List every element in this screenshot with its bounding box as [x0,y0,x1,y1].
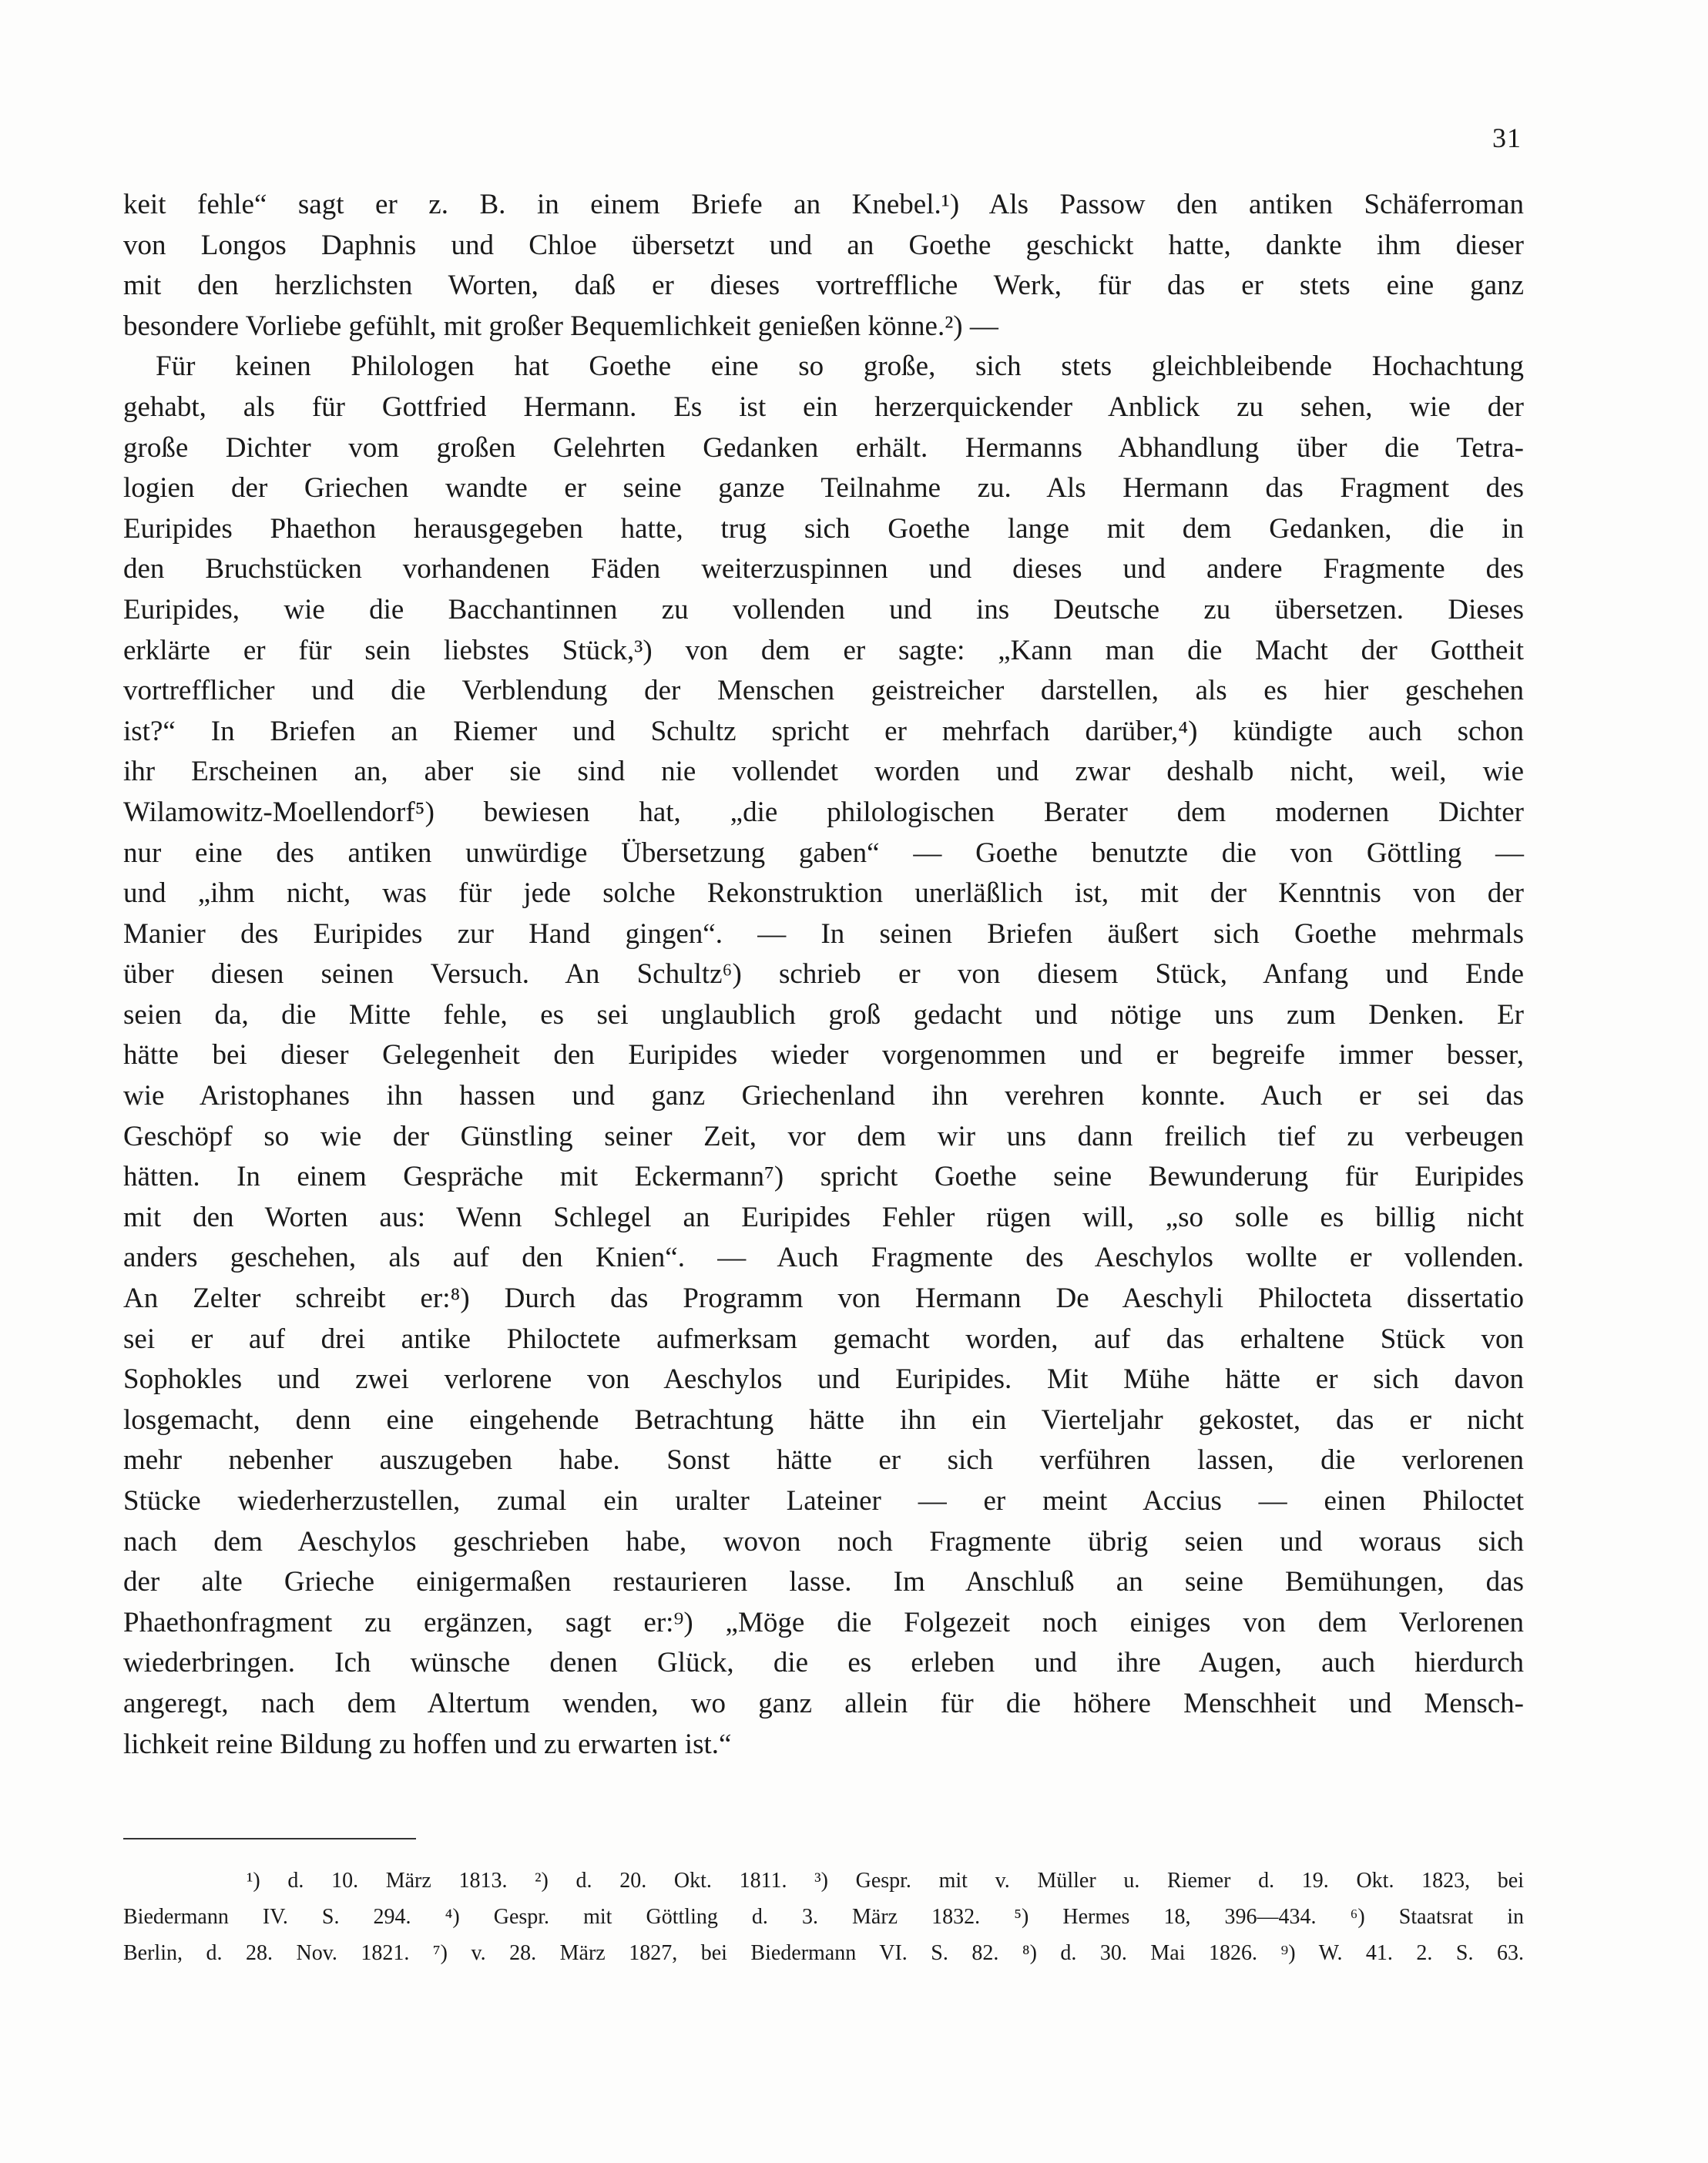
text-line: seien da, die Mitte fehle, es sei unglaublich groß gedacht und nötige uns zum Denken. Er [123,998,1524,1031]
text-line: besondere Vorliebe gefühlt, mit großer Bequemlichkeit genießen könne.²) — [123,310,998,342]
footnote-line: Biedermann IV. S. 294. ⁴) Gespr. mit Göttling d. 3. März 1832. ⁵) Hermes 18, 396—434. ⁶) Staatsrat in [123,1905,1524,1929]
text-line: losgemacht, denn eine eingehende Betrachtung hätte ihn ein Vierteljahr gekostet, das er nicht [123,1403,1524,1436]
text-line: ihr Erscheinen an, aber sie sind nie vollendet worden und zwar deshalb nicht, weil, wie [123,756,1524,788]
text-line: von Longos Daphnis und Chloe übersetzt und an Goethe geschickt hatte, dankte ihm dieser [123,229,1524,261]
text-line: der alte Grieche einigermaßen restaurieren lasse. Im Anschluß an seine Bemühungen, das [123,1566,1524,1598]
text-line: keit fehle“ sagt er z. B. in einem Briefe an Knebel.¹) Als Passow den antiken Schäferroman [123,189,1524,220]
text-line: ist?“ In Briefen an Riemer und Schultz spricht er mehrfach darüber,⁴) kündigte auch schon [123,715,1524,747]
text-line: mit den herzlichsten Worten, daß er dieses vortreffliche Werk, für das er stets eine ganz [123,270,1524,302]
text-line: anders geschehen, als auf den Knien“. — Auch Fragmente des Aeschylos wollte er vollenden. [123,1242,1524,1274]
text-line: über diesen seinen Versuch. An Schultz⁶) schrieb er von diesem Stück, Anfang und Ende [123,958,1524,991]
text-line: nur eine des antiken unwürdige Übersetzung gaben“ — Goethe benutzte die von Göttling — [123,837,1524,869]
text-line: An Zelter schreibt er:⁸) Durch das Programm von Hermann De Aeschyli Philocteta dissertatio [123,1283,1524,1315]
text-line: vortrefflicher und die Verblendung der Menschen geistreicher darstellen, als es hier geschehen [123,675,1524,707]
page-number: 31 [1492,122,1522,153]
text-line: Wilamowitz-Moellendorf⁵) bewiesen hat, „die philologischen Berater dem modernen Dichter [123,796,1524,828]
text-line: den Bruchstücken vorhandenen Fäden weiterzuspinnen und dieses und andere Fragmente des [123,553,1524,585]
text-line: Stücke wiederherzustellen, zumal ein uralter Lateiner — er meint Accius — einen Philoctet [123,1485,1524,1517]
text-line: gehabt, als für Gottfried Hermann. Es ist ein herzerquickender Anblick zu sehen, wie der [123,391,1524,423]
text-line: wie Aristophanes ihn hassen und ganz Griechenland ihn verehren konnte. Auch er sei das [123,1080,1524,1112]
footnote-line: Berlin, d. 28. Nov. 1821. ⁷) v. 28. März 1827, bei Biedermann VI. S. 82. ⁸) d. 30. Mai 1826. ⁹) W. 41. 2. S. 63. [123,1941,1524,1965]
text-line: logien der Griechen wandte er seine ganze Teilnahme zu. Als Hermann das Fragment des [123,472,1524,505]
text-line: sei er auf drei antike Philoctete aufmerksam gemacht worden, auf das erhaltene Stück von [123,1323,1524,1355]
footnote-line: ¹) d. 10. März 1813. ²) d. 20. Okt. 1811. ³) Gespr. mit v. Müller u. Riemer d. 19. Okt. 1823, bei [247,1869,1524,1893]
text-line: Manier des Euripides zur Hand gingen“. — In seinen Briefen äußert sich Goethe mehrmals [123,917,1524,950]
text-line: Phaethonfragment zu ergänzen, sagt er:⁹) „Möge die Folgezeit noch einiges von dem Verlorenen [123,1606,1524,1638]
text-line: und „ihm nicht, was für jede solche Rekonstruktion unerläßlich ist, mit der Kenntnis von der [123,877,1524,910]
text-line: wiederbringen. Ich wünsche denen Glück, die es erleben und ihre Augen, auch hierdurch [123,1647,1524,1679]
text-line: mehr nebenher auszugeben habe. Sonst hätte er sich verführen lassen, die verlorenen [123,1444,1524,1477]
footnote-divider [123,1838,416,1839]
text-line: mit den Worten aus: Wenn Schlegel an Euripides Fehler rügen will, „so solle es billig nicht [123,1201,1524,1233]
text-line: Euripides Phaethon herausgegeben hatte, trug sich Goethe lange mit dem Gedanken, die in [123,512,1524,545]
text-line: Euripides, wie die Bacchantinnen zu vollenden und ins Deutsche zu übersetzen. Dieses [123,593,1524,625]
text-line: erklärte er für sein liebstes Stück,³) von dem er sagte: „Kann man die Macht der Gottheit [123,634,1524,666]
footnotes [123,1863,1524,1971]
text-line: Geschöpf so wie der Günstling seiner Zeit, vor dem wir uns dann freilich tief zu verbeugen [123,1120,1524,1152]
text-line: hätten. In einem Gespräche mit Eckermann⁷) spricht Goethe seine Bewunderung für Euripides [123,1161,1524,1193]
text-line: Für keinen Philologen hat Goethe eine so große, sich stets gleichbleibende Hochachtung [156,350,1524,383]
text-line: Sophokles und zwei verlorene von Aeschylos und Euripides. Mit Mühe hätte er sich davon [123,1363,1524,1396]
body-text [123,185,1524,1765]
text-line: große Dichter vom großen Gelehrten Gedanken erhält. Hermanns Abhandlung über die Tetra- [123,431,1524,464]
text-line: nach dem Aeschylos geschrieben habe, wovon noch Fragmente übrig seien und woraus sich [123,1525,1524,1558]
text-line: hätte bei dieser Gelegenheit den Euripides wieder vorgenommen und er begreife immer besser, [123,1039,1524,1071]
text-line: angeregt, nach dem Altertum wenden, wo ganz allein für die höhere Menschheit und Mensch- [123,1687,1524,1719]
text-line: lichkeit reine Bildung zu hoffen und zu erwarten ist.“ [123,1728,732,1760]
